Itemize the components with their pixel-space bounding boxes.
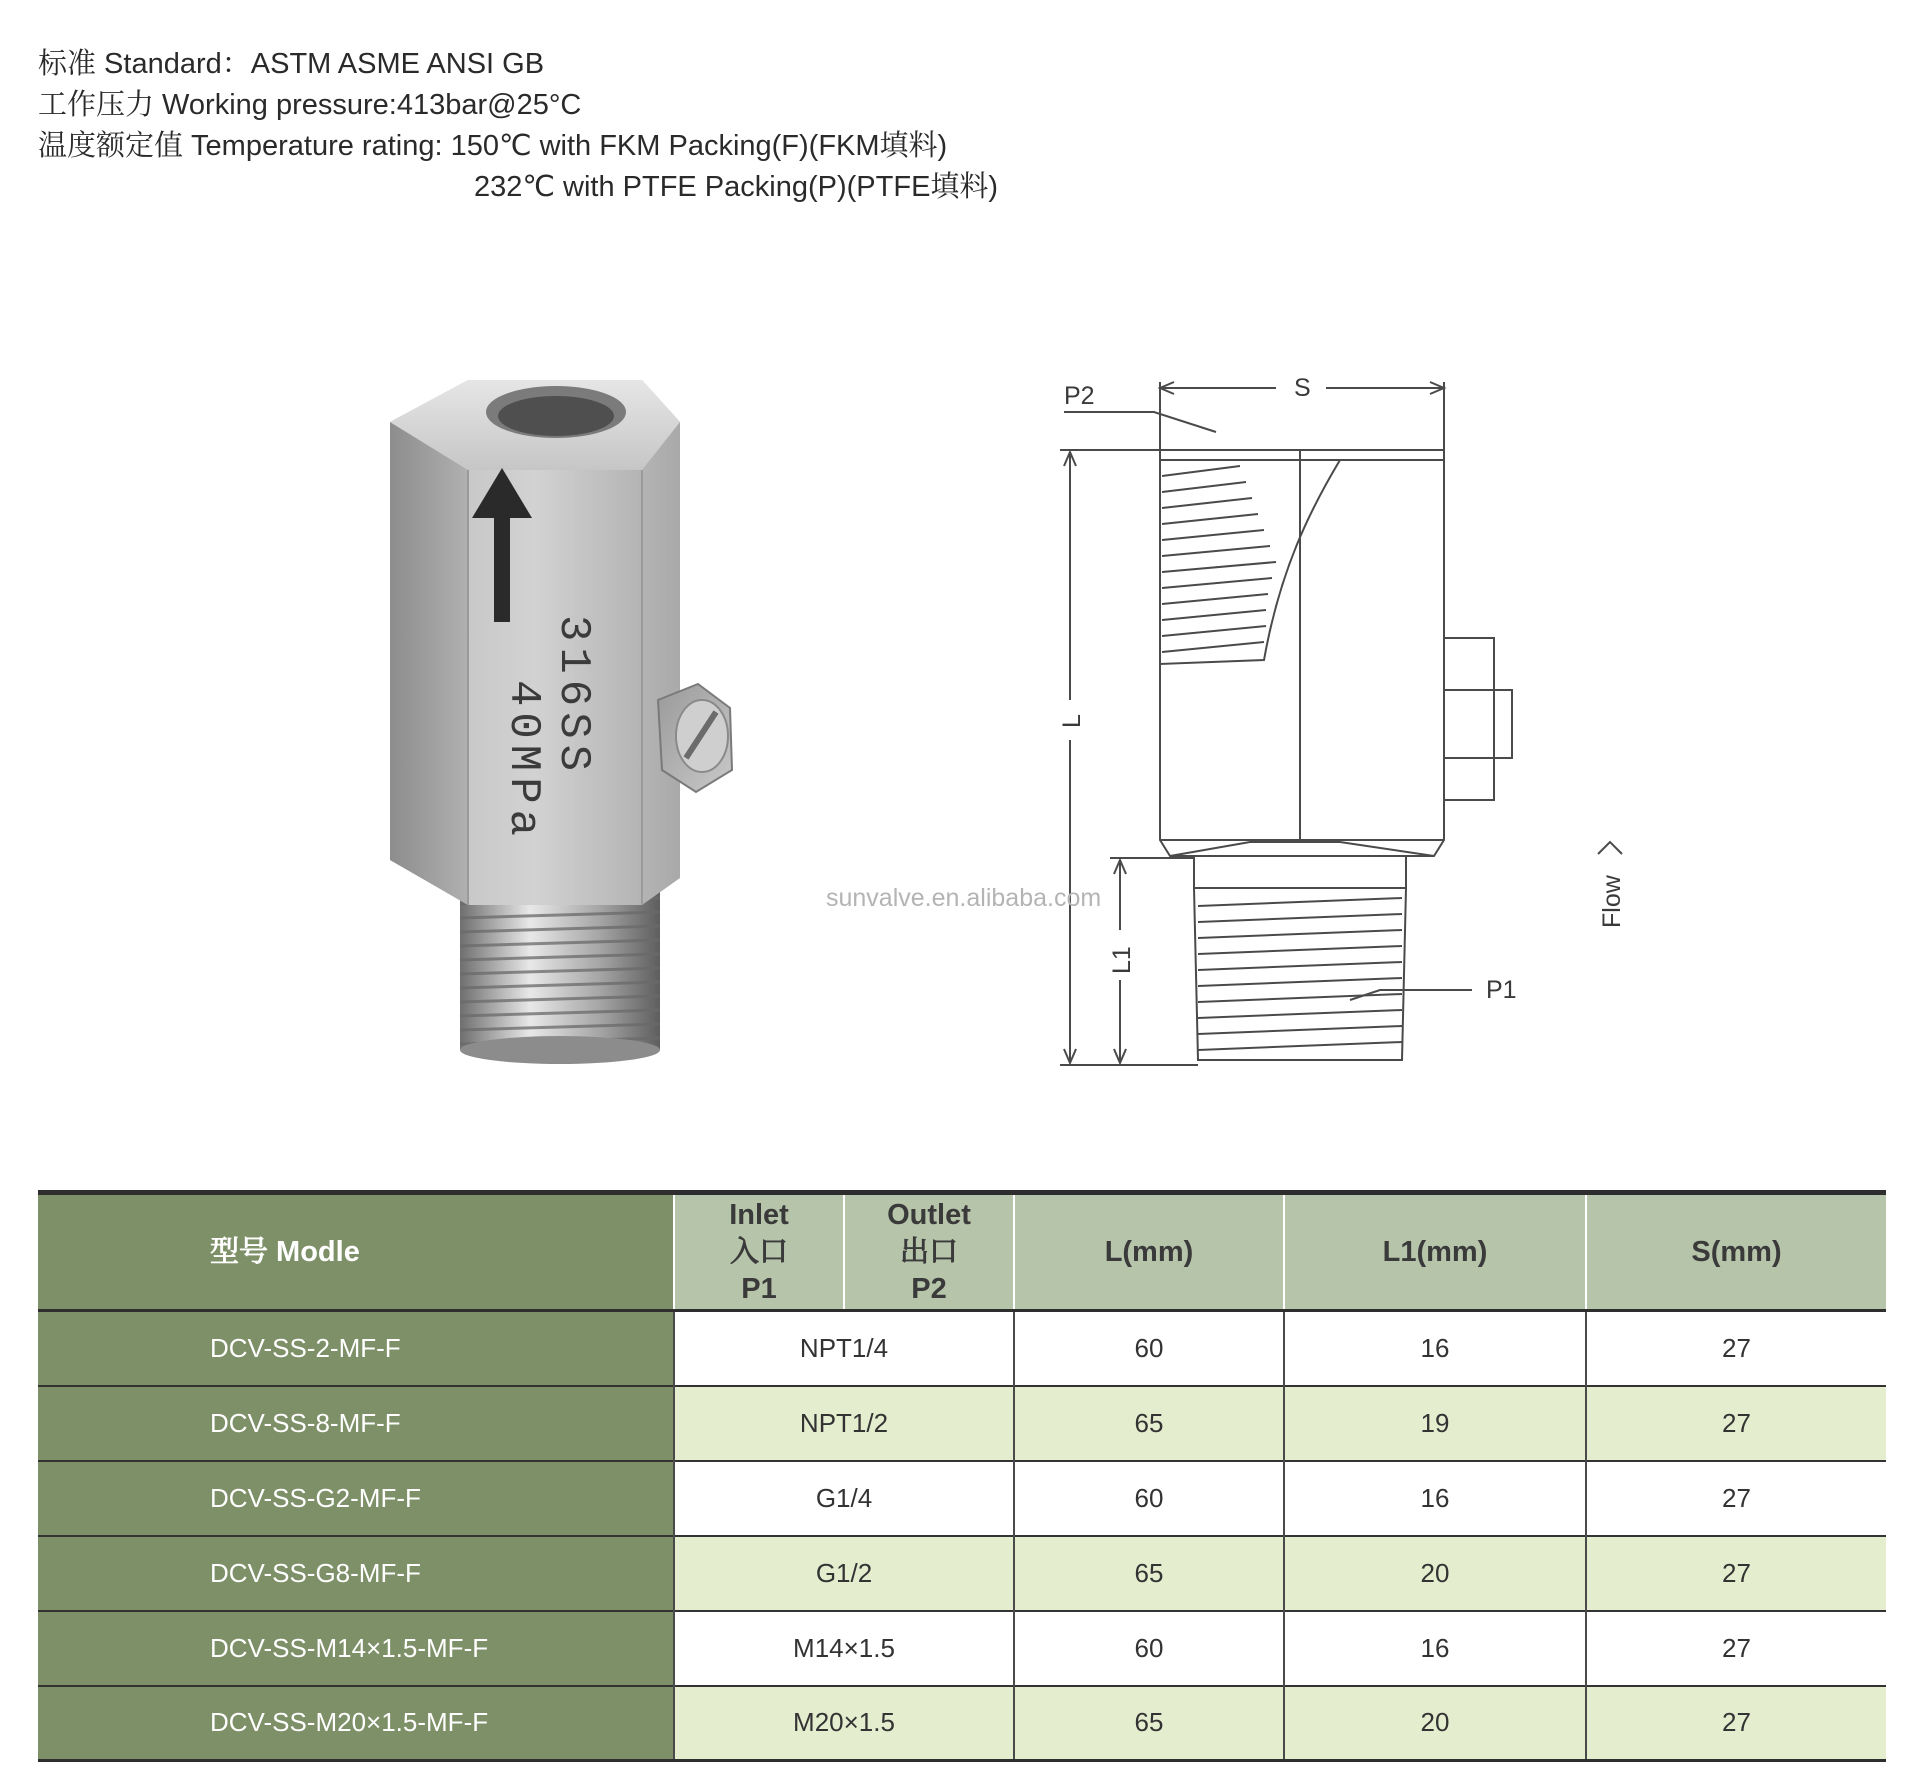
s-cell: 27 [1586,1311,1886,1386]
label-p2: P2 [1064,382,1095,410]
l1-cell: 16 [1284,1611,1586,1686]
l-cell: 60 [1014,1611,1284,1686]
l-cell: 65 [1014,1536,1284,1611]
standard-line: 标准 Standard：ASTM ASME ANSI GB [38,48,545,80]
model-cell: DCV-SS-G8-MF-F [38,1536,674,1611]
port-cell: M20×1.5 [674,1686,1014,1761]
label-s: S [1294,374,1311,402]
l-cell: 65 [1014,1386,1284,1461]
dimension-drawing [1040,360,1660,1080]
table-row [38,1686,1886,1761]
table-row [38,1461,1886,1536]
l1-cell: 19 [1284,1386,1586,1461]
spec-block [38,44,998,208]
material-marking: 316SS [548,615,598,778]
l1-cell: 20 [1284,1686,1586,1761]
table-row [38,1536,1886,1611]
flow-chevron-icon [1598,842,1622,854]
port-cell: G1/4 [674,1461,1014,1536]
header-l1: L1(mm) [1284,1193,1586,1311]
l1-cell: 16 [1284,1311,1586,1386]
model-cell: DCV-SS-8-MF-F [38,1386,674,1461]
port-cell: NPT1/4 [674,1311,1014,1386]
table-row [38,1386,1886,1461]
header-outlet: Outlet 出口 P2 [844,1193,1014,1311]
l1-cell: 20 [1284,1536,1586,1611]
product-photo [380,370,780,1090]
header-l: L(mm) [1014,1193,1284,1311]
l-cell: 60 [1014,1461,1284,1536]
table-row [38,1611,1886,1686]
temperature-line-1: 温度额定值 Temperature rating: 150℃ with FKM Packing(F)(FKM填料) [38,130,948,162]
table-header-row [38,1193,1886,1311]
port-cell: NPT1/2 [674,1386,1014,1461]
model-cell: DCV-SS-M20×1.5-MF-F [38,1686,674,1761]
model-cell: DCV-SS-M14×1.5-MF-F [38,1611,674,1686]
l-cell: 60 [1014,1311,1284,1386]
label-l1: L1 [1108,946,1136,974]
l-cell: 65 [1014,1686,1284,1761]
header-s: S(mm) [1586,1193,1886,1311]
model-cell: DCV-SS-G2-MF-F [38,1461,674,1536]
port-cell: G1/2 [674,1536,1014,1611]
s-cell: 27 [1586,1611,1886,1686]
s-cell: 27 [1586,1386,1886,1461]
port-cell: M14×1.5 [674,1611,1014,1686]
male-thread [460,880,660,1064]
pressure-marking: 40MPa [498,680,548,843]
label-l: L [1058,714,1086,728]
label-flow: Flow [1598,875,1626,928]
s-cell: 27 [1586,1686,1886,1761]
s-cell: 27 [1586,1536,1886,1611]
model-table [38,1190,1886,1762]
header-model: 型号 Modle [38,1193,674,1311]
l1-cell: 16 [1284,1461,1586,1536]
header-inlet: Inlet 入口 P1 [674,1193,844,1311]
table-row [38,1311,1886,1386]
s-cell: 27 [1586,1461,1886,1536]
pressure-line: 工作压力 Working pressure:413bar@25°C [38,89,582,121]
label-p1: P1 [1486,976,1517,1004]
temperature-line-2: 232℃ with PTFE Packing(P)(PTFE填料) [474,171,999,203]
model-cell: DCV-SS-2-MF-F [38,1311,674,1386]
watermark: sunvalve.en.alibaba.com [826,884,1102,912]
